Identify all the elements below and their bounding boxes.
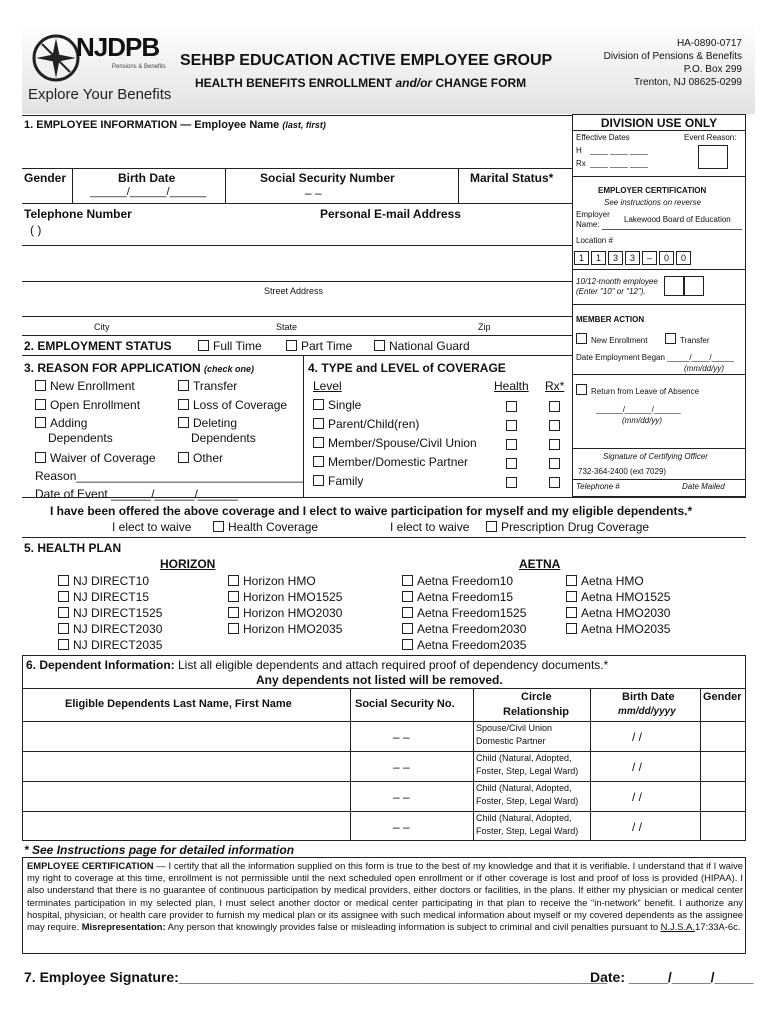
plan-label: Aetna Freedom10 xyxy=(417,574,514,588)
sec4-title: 4. TYPE and LEVEL of COVERAGE xyxy=(308,361,506,375)
checkbox[interactable] xyxy=(374,340,385,351)
telephone-label: Telephone Number xyxy=(24,207,132,221)
location-digit-box[interactable]: 0 xyxy=(659,251,674,265)
dep-relationship-line1: Child (Natural, Adopted, xyxy=(476,753,572,763)
checkbox[interactable] xyxy=(566,575,577,586)
plan-option[interactable] xyxy=(566,574,644,588)
plan-label: Horizon HMO2030 xyxy=(243,606,343,620)
plan-option[interactable] xyxy=(402,590,513,604)
dep-birthdate-field[interactable]: / / xyxy=(632,790,643,804)
month-box-2[interactable] xyxy=(684,276,704,296)
aetna-header: AETNA xyxy=(519,557,561,571)
checkbox[interactable] xyxy=(58,607,69,618)
plan-label: Horizon HMO xyxy=(243,574,316,588)
checkbox[interactable] xyxy=(402,575,413,586)
form-subtitle xyxy=(195,76,526,90)
checkbox[interactable] xyxy=(665,333,676,344)
subtitle-italic: and/or xyxy=(395,76,433,90)
plan-label: NJ DIRECT2035 xyxy=(73,638,163,652)
checkbox[interactable] xyxy=(313,456,324,467)
part-time-option[interactable]: Part Time xyxy=(286,339,352,353)
location-digit-box[interactable]: – xyxy=(642,251,657,265)
checkbox[interactable] xyxy=(178,399,189,410)
logo-subtext: Pensions & Benefits xyxy=(112,64,166,70)
horizon-header: HORIZON xyxy=(160,557,216,571)
sec6-warning: Any dependents not listed will be removed. xyxy=(256,673,503,687)
row-divider xyxy=(22,751,746,752)
coverage-level-option[interactable] xyxy=(313,417,419,431)
new-enrollment-option[interactable]: New Enrollment xyxy=(576,333,647,345)
coverage-level-option[interactable] xyxy=(313,398,361,412)
rx-checkbox[interactable] xyxy=(549,401,560,412)
rx-checkbox[interactable] xyxy=(549,420,560,431)
employee-name-field[interactable] xyxy=(22,132,570,168)
dep-gender-field[interactable] xyxy=(702,783,744,809)
row-divider xyxy=(22,811,746,812)
plan-label: Aetna Freedom2030 xyxy=(417,622,527,636)
checkbox[interactable] xyxy=(566,591,577,602)
telephone-hash: Telephone # xyxy=(576,482,620,491)
plan-option[interactable] xyxy=(58,622,162,636)
elect-waive-health-label: I elect to waive xyxy=(112,520,192,534)
reason-open-enrollment[interactable]: Open Enrollment xyxy=(35,398,140,412)
plan-option[interactable] xyxy=(566,606,670,620)
coverage-level-label: Parent/Child(ren) xyxy=(328,417,420,431)
checkbox[interactable] xyxy=(58,591,69,602)
dep-ssn-header: Social Security No. xyxy=(355,698,455,710)
tagline: Explore Your Benefits xyxy=(28,86,172,103)
plan-option[interactable] xyxy=(402,574,513,588)
deleting-dependents-line2: Dependents xyxy=(191,431,256,445)
coverage-level-option[interactable] xyxy=(313,474,363,488)
plan-option[interactable] xyxy=(566,622,670,636)
plan-option[interactable] xyxy=(228,574,316,588)
plan-option[interactable] xyxy=(228,590,342,604)
dep-gender-header: Gender xyxy=(703,691,742,703)
dep-ssn-field[interactable]: – – xyxy=(393,820,410,834)
dep-name-field[interactable] xyxy=(24,753,348,779)
plan-option[interactable] xyxy=(402,622,526,636)
date-of-event-field[interactable]: Date of Event ______/______/______ xyxy=(35,487,238,501)
checkbox[interactable] xyxy=(402,623,413,634)
checkbox[interactable] xyxy=(35,417,46,428)
health-checkbox[interactable] xyxy=(506,439,517,450)
dep-rel-header-1: Circle xyxy=(521,691,552,703)
employer-label: Employer xyxy=(576,210,610,219)
month-box-1[interactable] xyxy=(664,276,684,296)
dep-relationship-line2: Foster, Step, Legal Ward) xyxy=(476,766,579,776)
location-digit-box[interactable]: 1 xyxy=(574,251,589,265)
waive-health-option[interactable]: Health Coverage xyxy=(213,520,318,534)
national-guard-option[interactable]: National Guard xyxy=(374,339,470,353)
plan-label: Aetna Freedom2035 xyxy=(417,638,527,652)
dep-gender-field[interactable] xyxy=(702,813,744,839)
sec1-title: 1. EMPLOYEE INFORMATION — Employee Name (last, first) xyxy=(24,119,326,131)
plan-label: Horizon HMO2035 xyxy=(243,622,343,636)
location-label: Location # xyxy=(576,236,613,245)
sec6-title: 6. Dependent Information: List all eligible dependents and attach required proof of dependency documents.* xyxy=(26,658,609,672)
coverage-level-label: Single xyxy=(328,398,362,412)
dep-birthdate-field[interactable]: / / xyxy=(632,760,643,774)
checkbox[interactable] xyxy=(313,418,324,429)
plan-option[interactable] xyxy=(402,606,526,620)
row-divider xyxy=(22,721,746,722)
officer-phone[interactable]: 732-364-2400 (ext 7029) xyxy=(578,467,667,476)
sec2-title: 2. EMPLOYMENT STATUS xyxy=(24,339,172,353)
location-digit-box[interactable]: 3 xyxy=(625,251,640,265)
waive-rx-option[interactable]: Prescription Drug Coverage xyxy=(486,520,649,534)
checkbox[interactable] xyxy=(58,623,69,634)
dep-relationship-line1: Child (Natural, Adopted, xyxy=(476,783,572,793)
plan-label: Aetna HMO1525 xyxy=(581,590,671,604)
checkbox[interactable] xyxy=(228,575,239,586)
return-loa-option[interactable]: Return from Leave of Absence xyxy=(576,384,699,396)
health-header: Health xyxy=(494,379,529,393)
division-use-panel xyxy=(572,114,746,497)
dep-gender-field[interactable] xyxy=(702,753,744,779)
checkbox[interactable] xyxy=(35,399,46,410)
location-digit-box[interactable]: 3 xyxy=(608,251,623,265)
checkbox[interactable] xyxy=(313,399,324,410)
dep-relationship-line1: Spouse/Civil Union xyxy=(476,723,553,733)
sec3-title: 3. REASON FOR APPLICATION (check one) xyxy=(24,361,255,375)
logo-text: NJDPB xyxy=(76,32,160,62)
dep-ssn-field[interactable]: – – xyxy=(393,760,410,774)
dep-relationship-line2: Domestic Partner xyxy=(476,736,546,746)
reason-field[interactable]: Reason__________________________________ xyxy=(35,469,304,483)
employer-name[interactable]: Lakewood Board of Education xyxy=(624,215,731,224)
subtitle-part: CHANGE FORM xyxy=(432,76,527,90)
checkbox[interactable] xyxy=(313,437,324,448)
po-box: P.O. Box 299 xyxy=(683,64,742,75)
coverage-level-option[interactable] xyxy=(313,455,468,469)
checkbox[interactable] xyxy=(58,639,69,650)
coverage-level-label: Member/Domestic Partner xyxy=(328,455,469,469)
ssn-label: Social Security Number xyxy=(260,171,395,185)
checkbox[interactable] xyxy=(58,575,69,586)
gender-label: Gender xyxy=(24,171,67,185)
division-city: Trenton, NJ 08625-0299 xyxy=(633,77,742,88)
checkbox[interactable] xyxy=(213,521,224,532)
coverage-level-option[interactable] xyxy=(313,436,477,450)
dep-bd-header-2: mm/dd/yyyy xyxy=(618,706,676,717)
row-divider xyxy=(22,781,746,782)
checkbox[interactable] xyxy=(402,591,413,602)
dep-ssn-field[interactable]: – – xyxy=(393,790,410,804)
form-title: SEHBP EDUCATION ACTIVE EMPLOYEE GROUP xyxy=(180,52,553,69)
reason-loss-of-coverage[interactable]: Loss of Coverage xyxy=(178,398,287,412)
date-mailed: Date Mailed xyxy=(682,482,725,491)
see-instructions-note: * See Instructions page for detailed information xyxy=(24,843,295,857)
rx-blanks[interactable]: ____ ____ ____ xyxy=(590,159,648,168)
plan-option[interactable] xyxy=(228,622,342,636)
sec5-title: 5. HEALTH PLAN xyxy=(24,541,122,555)
rx-checkbox[interactable] xyxy=(549,458,560,469)
health-checkbox[interactable] xyxy=(506,458,517,469)
checkbox[interactable] xyxy=(198,340,209,351)
employer-cert-title: EMPLOYER CERTIFICATION xyxy=(598,186,707,195)
health-checkbox[interactable] xyxy=(506,401,517,412)
plan-label: NJ DIRECT10 xyxy=(73,574,150,588)
checkbox[interactable] xyxy=(228,591,239,602)
loa-date-field[interactable]: ______/______/______ xyxy=(596,405,681,414)
checkbox[interactable] xyxy=(402,607,413,618)
dep-name-field[interactable] xyxy=(24,783,348,809)
reason-waiver[interactable]: Waiver of Coverage xyxy=(35,451,156,465)
plan-option[interactable] xyxy=(566,590,670,604)
division-address xyxy=(604,37,742,89)
coverage-level-label: Family xyxy=(328,474,364,488)
waive-statement: I have been offered the above coverage and I elect to waive participation for myself and my eligible dependents.* xyxy=(50,504,693,518)
reason-new-enrollment[interactable]: New Enrollment xyxy=(35,379,135,393)
enter-hint: (Enter "10" or "12"). xyxy=(576,287,646,296)
location-digit-box[interactable]: 1 xyxy=(591,251,606,265)
city-label: City xyxy=(94,322,110,332)
checkbox[interactable] xyxy=(228,623,239,634)
dep-relationship-line2: Foster, Step, Legal Ward) xyxy=(476,826,579,836)
checkbox[interactable] xyxy=(35,452,46,463)
dep-name-field[interactable] xyxy=(24,813,348,839)
birth-date-field[interactable]: ______/______/______ xyxy=(90,186,207,198)
reason-adding-dependents[interactable]: Adding xyxy=(35,416,87,430)
level-header: Level xyxy=(313,379,342,393)
checkbox[interactable] xyxy=(178,417,189,428)
state-label: State xyxy=(276,322,298,332)
dep-name-header: Eligible Dependents Last Name, First Name xyxy=(65,698,292,710)
checkbox[interactable] xyxy=(576,384,587,395)
transfer-option[interactable]: Transfer xyxy=(665,333,710,345)
plan-option[interactable] xyxy=(58,574,149,588)
h-label: H xyxy=(576,146,582,155)
see-instructions: See instructions on reverse xyxy=(604,198,701,207)
email-label: Personal E-mail Address xyxy=(320,207,461,221)
location-digit-box[interactable]: 0 xyxy=(676,251,691,265)
reason-transfer[interactable]: Transfer xyxy=(178,379,237,393)
plan-label: Aetna Freedom1525 xyxy=(417,606,527,620)
njdpb-logo xyxy=(30,30,170,102)
checkbox[interactable] xyxy=(228,607,239,618)
checkbox[interactable] xyxy=(35,380,46,391)
checkbox[interactable] xyxy=(576,333,587,344)
telephone-field[interactable]: ( ) xyxy=(30,223,42,237)
street-field[interactable] xyxy=(22,250,570,280)
effective-dates: Effective Dates xyxy=(576,133,630,142)
checkbox[interactable] xyxy=(566,623,577,634)
compass-icon xyxy=(30,32,82,84)
plan-label: NJ DIRECT2030 xyxy=(73,622,163,636)
checkbox[interactable] xyxy=(486,521,497,532)
rx-checkbox[interactable] xyxy=(549,477,560,488)
checkbox[interactable] xyxy=(178,380,189,391)
health-checkbox[interactable] xyxy=(506,420,517,431)
full-time-option[interactable]: Full Time xyxy=(198,339,262,353)
loa-date-hint: (mm/dd/yy) xyxy=(622,416,662,425)
plan-label: NJ DIRECT15 xyxy=(73,590,150,604)
date-employment-began[interactable]: Date Employment Began _____/____/_____ xyxy=(576,353,734,362)
elect-waive-rx-label: I elect to waive xyxy=(390,520,470,534)
dep-ssn-field[interactable]: – – xyxy=(393,730,410,744)
plan-option[interactable] xyxy=(58,606,162,620)
dep-name-field[interactable] xyxy=(24,723,348,749)
dep-birthdate-field[interactable]: / / xyxy=(632,820,643,834)
member-action-title: MEMBER ACTION xyxy=(576,315,645,324)
rx-label: Rx xyxy=(576,159,586,168)
ten-twelve-label: 10/12-month employee xyxy=(576,277,658,286)
checkbox[interactable] xyxy=(402,639,413,650)
date-format-hint: (mm/dd/yy) xyxy=(684,364,724,373)
plan-label: Aetna HMO xyxy=(581,574,644,588)
checkbox[interactable] xyxy=(313,475,324,486)
division-name: Division of Pensions & Benefits xyxy=(603,51,742,62)
plan-option[interactable] xyxy=(228,606,342,620)
event-reason-box[interactable] xyxy=(698,145,728,169)
reason-deleting-dependents[interactable]: Deleting xyxy=(178,416,237,430)
checkbox[interactable] xyxy=(178,452,189,463)
employee-certification-text: EMPLOYEE CERTIFICATION — I certify that all the information supplied on this form is true to the best of my knowledge and that it is verifiable. I understand that if I waive my right to coverage at this time, enrollment is not permissible until the next scheduled open enrollment or if other coverage is lost and proof of loss is provided (HIPAA). I also understand that there is no guarantee of continuous participation by medical providers, either doctors or facilities, in the plans. If either my physician or medical center terminates participation in my selected plan, I must select another doctor or medical center participating in that plan to receive the “in-network” benefit. I authorize any hospital, physician, or health care provider to furnish my medical plan or its assignee with such medical information about myself or my covered dependents as the assignee may require. Misrepresentation: Any person that knowingly provides false or misleading information is subject to criminal and civil penalties pursuant to N.J.S.A.17:33A-6c. xyxy=(27,860,743,933)
adding-dependents-line2: Dependents xyxy=(48,431,113,445)
employee-signature-field[interactable]: 7. Employee Signature:_______________________________________________________ xyxy=(24,969,608,985)
rx-checkbox[interactable] xyxy=(549,439,560,450)
dep-rel-header-2: Relationship xyxy=(503,706,570,718)
form-number: HA-0890-0717 xyxy=(676,38,742,49)
name-label: Name: xyxy=(576,220,600,229)
checkbox[interactable] xyxy=(286,340,297,351)
dep-relationship-line1: Child (Natural, Adopted, xyxy=(476,813,572,823)
signature-date-field[interactable]: Date: _____/_____/_____ xyxy=(590,969,754,985)
dep-birthdate-field[interactable]: / / xyxy=(632,730,643,744)
reason-other[interactable]: Other xyxy=(178,451,223,465)
plan-option[interactable] xyxy=(402,638,526,652)
plan-label: Aetna HMO2030 xyxy=(581,606,671,620)
dep-gender-field[interactable] xyxy=(702,723,744,749)
dep-relationship-line2: Foster, Step, Legal Ward) xyxy=(476,796,579,806)
birth-date-label: Birth Date xyxy=(118,171,176,185)
checkbox[interactable] xyxy=(566,607,577,618)
plan-option[interactable] xyxy=(58,638,162,652)
signature-officer-label: Signature of Certifying Officer xyxy=(603,452,708,461)
dep-bd-header-1: Birth Date xyxy=(622,691,675,703)
subtitle-part: HEALTH BENEFITS ENROLLMENT xyxy=(195,76,396,90)
plan-option[interactable] xyxy=(58,590,149,604)
plan-label: Horizon HMO1525 xyxy=(243,590,343,604)
rx-header: Rx* xyxy=(545,379,565,393)
health-checkbox[interactable] xyxy=(506,477,517,488)
ssn-field[interactable]: – – xyxy=(305,186,322,200)
coverage-level-label: Member/Spouse/Civil Union xyxy=(328,436,477,450)
h-blanks[interactable]: ____ ____ ____ xyxy=(590,146,648,155)
plan-label: Aetna Freedom15 xyxy=(417,590,514,604)
zip-label: Zip xyxy=(478,322,491,332)
plan-label: Aetna HMO2035 xyxy=(581,622,671,636)
division-title: DIVISION USE ONLY xyxy=(600,116,718,130)
marital-status-label: Marital Status* xyxy=(470,171,554,185)
event-reason: Event Reason: xyxy=(684,133,737,142)
plan-label: NJ DIRECT1525 xyxy=(73,606,163,620)
street-label: Street Address xyxy=(264,286,324,296)
